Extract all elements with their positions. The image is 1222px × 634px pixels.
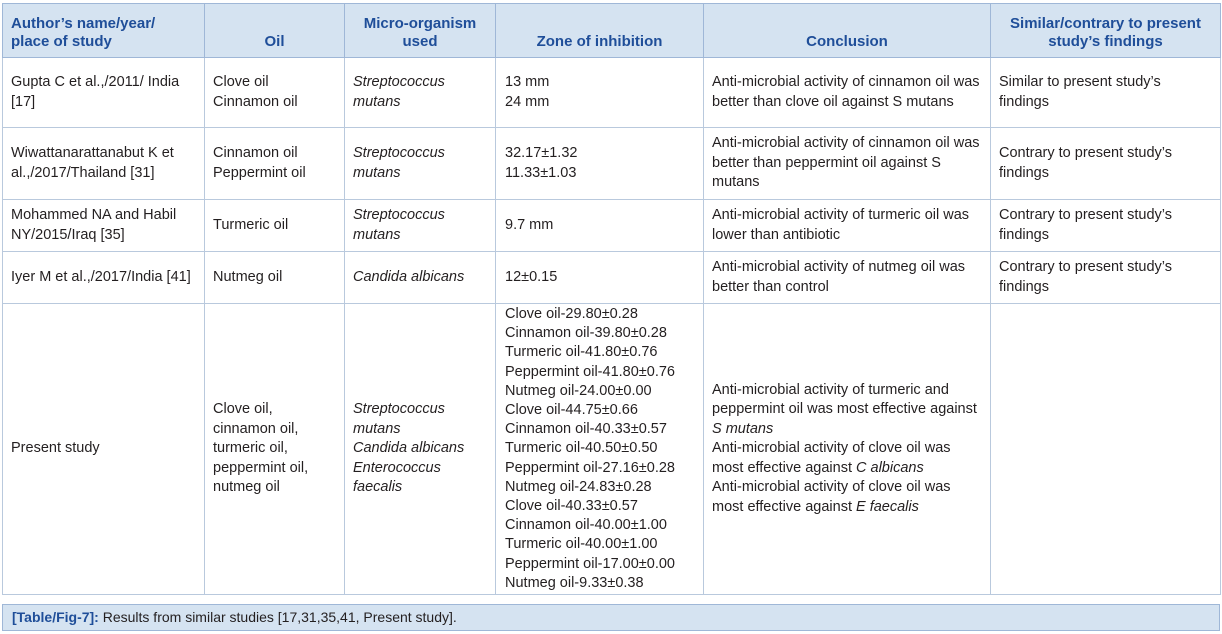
header-similar: Similar/contrary to present study’s findings (991, 4, 1221, 58)
cell-similar: Similar to present study’s findings (991, 58, 1221, 128)
zone-line: 32.17±1.32 (505, 145, 578, 161)
organism-line: mutans (353, 420, 401, 437)
cell-oil (205, 304, 345, 595)
results-table (2, 3, 1221, 595)
cell-oil (205, 58, 345, 128)
caption-label: [Table/Fig-7]: (12, 609, 99, 625)
zone-line: Cinnamon oil-40.33±0.57 (505, 421, 667, 438)
zone-line: Turmeric oil-40.50±0.50 (505, 440, 658, 457)
zone-line: 9.7 mm (505, 216, 554, 233)
cell-zone (496, 304, 704, 595)
zone-line: Cinnamon oil-39.80±0.28 (505, 325, 667, 342)
oil-line: Cinnamon oil (213, 145, 298, 161)
zone-line: Nutmeg oil-24.00±0.00 (505, 382, 652, 399)
table-row (3, 200, 1221, 252)
conclusion-organism: E faecalis (856, 498, 919, 515)
cell-zone (496, 200, 704, 252)
oil-line: Clove oil (213, 74, 269, 90)
oil-line: Cinnamon oil (213, 93, 298, 110)
cell-conclusion: Anti-microbial activity of cinnamon oil was better than peppermint oil against S mutans (704, 128, 991, 200)
cell-oil (205, 128, 345, 200)
conclusion-text: Anti-microbial activity of clove oil was most effective against (712, 479, 951, 515)
zone-line: Turmeric oil-40.00±1.00 (505, 536, 658, 553)
cell-organism: Streptococcus mutans (345, 200, 496, 252)
header-zone: Zone of inhibition (496, 4, 704, 58)
table-row (3, 128, 1221, 200)
cell-similar (991, 304, 1221, 595)
cell-zone (496, 58, 704, 128)
organism-line: Streptococcus (353, 401, 445, 418)
header-conclusion: Conclusion (704, 4, 991, 58)
cell-conclusion: Anti-microbial activity of nutmeg oil was better than control (704, 252, 991, 304)
cell-organism: Candida albicans (345, 252, 496, 304)
oil-line: peppermint oil, (213, 459, 309, 476)
cell-author: Mohammed NA and Habil NY/2015/Iraq [35] (3, 200, 205, 252)
zone-line: Cinnamon oil-40.00±1.00 (505, 517, 667, 534)
table-row-present-study (3, 304, 1221, 595)
table-caption (2, 604, 1220, 631)
oil-line: nutmeg oil (213, 479, 280, 496)
cell-similar: Contrary to present study’s findings (991, 200, 1221, 252)
conclusion-line (712, 439, 982, 478)
organism-line: Candida albicans (353, 440, 465, 457)
cell-similar: Contrary to present study’s findings (991, 252, 1221, 304)
conclusion-line (712, 381, 982, 440)
oil-line: Peppermint oil (213, 164, 306, 181)
cell-similar: Contrary to present study’s findings (991, 128, 1221, 200)
cell-organism: Streptococcus mutans (345, 58, 496, 128)
organism-line: faecalis (353, 479, 403, 496)
zone-line: Peppermint oil-27.16±0.28 (505, 459, 675, 476)
header-author: Author’s name/year/ place of study (3, 4, 205, 58)
cell-zone (496, 252, 704, 304)
zone-line: 11.33±1.03 (505, 164, 577, 181)
header-organism: Micro-organism used (345, 4, 496, 58)
zone-line: 24 mm (505, 93, 550, 110)
cell-author: Gupta C et al.,/2011/ India [17] (3, 58, 205, 128)
cell-organism: Streptococcus mutans (345, 128, 496, 200)
oil-line: Nutmeg oil (213, 268, 283, 285)
oil-line: Turmeric oil (213, 216, 289, 233)
cell-oil (205, 200, 345, 252)
conclusion-text: Anti-microbial activity of clove oil was most effective against (712, 440, 951, 476)
oil-line: turmeric oil, (213, 440, 288, 457)
conclusion-line (712, 478, 982, 517)
cell-author: Wiwattanarattanabut K et al.,/2017/Thailand [31] (3, 128, 205, 200)
header-oil: Oil (205, 4, 345, 58)
cell-zone (496, 128, 704, 200)
zone-line: Nutmeg oil-9.33±0.38 (505, 574, 644, 591)
zone-line: Turmeric oil-41.80±0.76 (505, 344, 658, 361)
cell-conclusion: Anti-microbial activity of turmeric oil was lower than antibiotic (704, 200, 991, 252)
conclusion-organism: S mutans (712, 420, 774, 437)
zone-line: Peppermint oil-17.00±0.00 (505, 555, 675, 572)
zone-line: Peppermint oil-41.80±0.76 (505, 363, 675, 380)
caption-text: Results from similar studies [17,31,35,41, Present study]. (102, 609, 457, 625)
zone-line: Clove oil-29.80±0.28 (505, 306, 638, 322)
cell-conclusion: Anti-microbial activity of cinnamon oil was better than clove oil against S mutans (704, 58, 991, 128)
conclusion-organism: C albicans (856, 459, 924, 476)
header-row (3, 4, 1221, 58)
cell-organism (345, 304, 496, 595)
zone-line: Nutmeg oil-24.83±0.28 (505, 478, 652, 495)
conclusion-text: Anti-microbial activity of turmeric and peppermint oil was most effective against (712, 381, 977, 418)
cell-conclusion (704, 304, 991, 595)
zone-line: 13 mm (505, 74, 550, 90)
cell-oil (205, 252, 345, 304)
organism-line: Enterococcus (353, 459, 441, 476)
oil-line: cinnamon oil, (213, 420, 299, 437)
cell-author: Present study (3, 304, 205, 595)
table-row (3, 252, 1221, 304)
zone-line: Clove oil-40.33±0.57 (505, 498, 638, 515)
cell-author: Iyer M et al.,/2017/India [41] (3, 252, 205, 304)
zone-line: 12±0.15 (505, 268, 558, 285)
oil-line: Clove oil, (213, 401, 273, 418)
table-row (3, 58, 1221, 128)
zone-line: Clove oil-44.75±0.66 (505, 402, 638, 419)
